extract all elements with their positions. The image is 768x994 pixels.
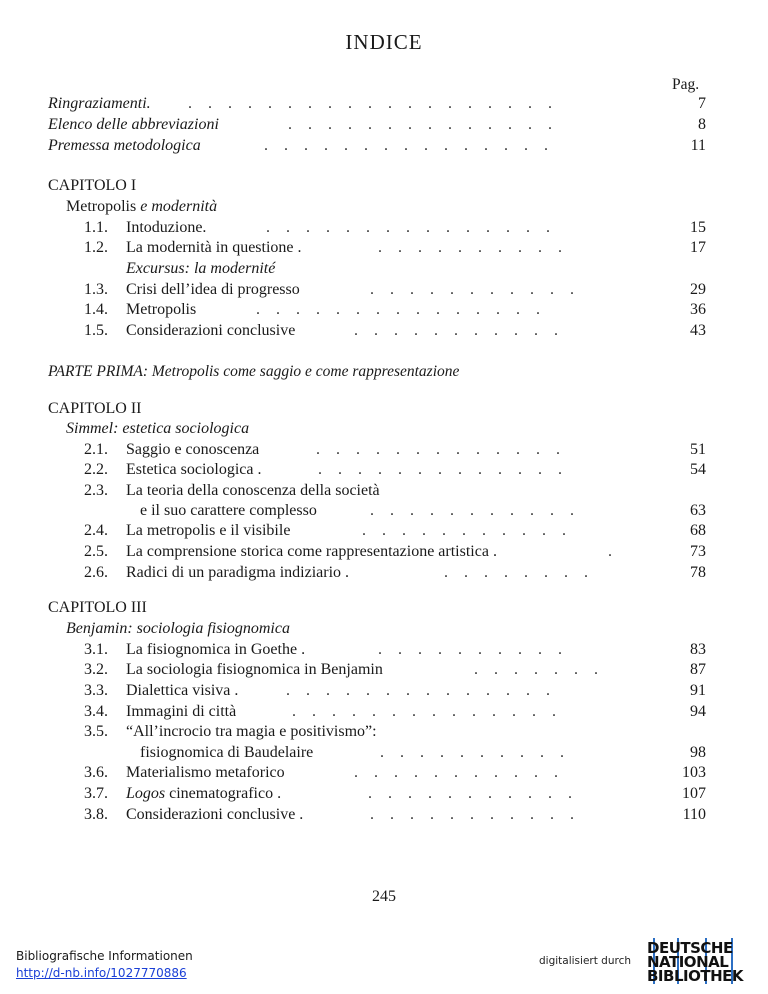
leader-dots: . . . . . . . . . .: [378, 641, 562, 658]
toc-entry[interactable]: [0, 784, 768, 804]
toc-entry-title: Intoduzione.: [126, 219, 207, 236]
chapter-subtitle: Simmel: estetica sociologica: [66, 420, 250, 437]
toc-page-number: 43: [690, 322, 706, 339]
leader-dots: . . . . . . . . . .: [378, 239, 562, 256]
toc-page-number: 98: [690, 744, 706, 761]
toc-page-number: 110: [682, 806, 706, 823]
toc-entry[interactable]: [0, 521, 768, 541]
toc-page-number: 29: [690, 281, 706, 298]
toc-entry[interactable]: [0, 321, 768, 341]
leader-dots: . . . . . . . . . . . . . .: [286, 682, 550, 699]
toc-entry-title: Excursus: la modernité: [126, 260, 276, 277]
toc-page-number: 87: [690, 661, 706, 678]
leader-dots: . . . . . . . . . . .: [368, 785, 572, 802]
toc-entry-title: Premessa metodologica: [48, 137, 201, 154]
toc-page-number: 11: [690, 137, 706, 154]
toc-entry-title: La comprensione storica come rappresentazione artistica .: [126, 543, 497, 560]
toc-entry[interactable]: [0, 542, 768, 562]
section-number: 1.5.: [84, 322, 108, 339]
toc-entry-title: La modernità in questione .: [126, 239, 302, 256]
toc-page-number: 54: [690, 461, 706, 478]
toc-entry-title-italic: Logos: [126, 785, 166, 802]
toc-entry[interactable]: [0, 300, 768, 320]
chapter-heading: CAPITOLO II: [48, 400, 142, 417]
toc-page-number: 7: [698, 95, 706, 112]
toc-page-number: 103: [682, 764, 706, 781]
toc-entry-title: Crisi dell’idea di progresso: [126, 281, 300, 298]
toc-entry[interactable]: [0, 238, 768, 258]
toc-entry-title: Metropolis: [126, 301, 197, 318]
toc-entry[interactable]: [0, 481, 768, 501]
toc-entry-title: Radici di un paradigma indiziario .: [126, 564, 350, 581]
chapter-subtitle: Benjamin: sociologia fisiognomica: [66, 620, 290, 637]
toc-entry[interactable]: [0, 722, 768, 742]
toc-entry-title: Immagini di città: [126, 703, 237, 720]
logo-text-line: DEUTSCHE: [647, 939, 733, 957]
leader-dots: . . . . . . . . . . . . .: [318, 461, 562, 478]
section-number: 2.1.: [84, 441, 108, 458]
toc-page-number: 83: [690, 641, 706, 658]
leader-dots: . . . . . . . . . . . . .: [316, 441, 560, 458]
toc-entry[interactable]: [0, 563, 768, 583]
leader-dots: . . . . . . . . . .: [380, 744, 564, 761]
leader-dots: . . . . . . . . . . . . . . .: [264, 137, 548, 154]
toc-entry-title: e il suo carattere complesso: [140, 502, 317, 519]
pag-column-label: Pag.: [672, 76, 700, 93]
leader-dots: . . . . . . . . . . . . . .: [288, 116, 552, 133]
leader-dots: . . . . . . . .: [444, 564, 588, 581]
bibliographic-info-link[interactable]: http://d-nb.info/1027770886: [16, 966, 187, 980]
page-title: INDICE: [345, 30, 423, 54]
section-number: 1.3.: [84, 281, 108, 298]
dnb-logo: [647, 938, 755, 984]
toc-entry-abbreviazioni[interactable]: [48, 115, 708, 135]
toc-entry[interactable]: [0, 660, 768, 680]
toc-entry-title: “All’incrocio tra magia e positivismo”:: [126, 723, 377, 740]
toc-entry-premessa[interactable]: [48, 136, 708, 156]
leader-dots: .: [608, 543, 612, 560]
toc-entry-title: Elenco delle abbreviazioni: [48, 116, 219, 133]
toc-page-number: 63: [690, 502, 706, 519]
section-number: 3.8.: [84, 806, 108, 823]
toc-entry-title: fisiognomica di Baudelaire: [140, 744, 314, 761]
digitalized-by-label: digitalisiert durch: [539, 955, 632, 967]
leader-dots: . . . . . . . . . . .: [370, 281, 574, 298]
toc-entry-continued[interactable]: [0, 743, 768, 763]
chapter-subtitle-plain: Metropolis: [66, 198, 141, 215]
section-number: 1.4.: [84, 301, 108, 318]
toc-entry-title: [126, 784, 281, 804]
toc-entry-title: Considerazioni conclusive .: [126, 806, 304, 823]
section-number: 3.5.: [84, 723, 108, 740]
toc-entry[interactable]: [0, 440, 768, 460]
section-number: 2.6.: [84, 564, 108, 581]
leader-dots: . . . . . . . . . . . . . .: [292, 703, 556, 720]
leader-dots: . . . . . . .: [474, 661, 598, 678]
toc-entry-title: La metropolis e il visibile: [126, 522, 291, 539]
toc-page-number: 8: [698, 116, 706, 133]
logo-text-line: BIBLIOTHEK: [647, 967, 743, 985]
toc-entry[interactable]: [0, 805, 768, 825]
toc-entry-title: La fisiognomica in Goethe .: [126, 641, 306, 658]
toc-entry[interactable]: [0, 460, 768, 480]
leader-dots: . . . . . . . . . . .: [354, 322, 558, 339]
toc-entry[interactable]: [0, 763, 768, 783]
section-number: 1.2.: [84, 239, 108, 256]
toc-page-number: 73: [690, 543, 706, 560]
toc-page-number: 94: [690, 703, 706, 720]
section-number: 2.5.: [84, 543, 108, 560]
chapter-heading: CAPITOLO III: [48, 599, 147, 616]
toc-entry-title: Considerazioni conclusive: [126, 322, 296, 339]
toc-entry-continued[interactable]: [0, 501, 768, 521]
toc-page-number: 17: [690, 239, 706, 256]
section-number: 3.7.: [84, 785, 108, 802]
leader-dots: . . . . . . . . . . .: [370, 806, 574, 823]
chapter-subtitle-italic: e modernità: [140, 198, 218, 215]
toc-page-number: 36: [690, 301, 706, 318]
section-number: 3.6.: [84, 764, 108, 781]
leader-dots: . . . . . . . . . . . . . . .: [256, 301, 540, 318]
toc-entry-title-rest: cinematografico .: [165, 785, 282, 802]
toc-entry-ringraziamenti[interactable]: [48, 94, 708, 114]
section-number: 1.1.: [84, 219, 108, 236]
section-number: 3.4.: [84, 703, 108, 720]
toc-page-number: 15: [690, 219, 706, 236]
toc-entry-title: Saggio e conoscenza: [126, 441, 260, 458]
part-heading: PARTE PRIMA: Metropolis come saggio e come rappresentazione: [48, 363, 460, 380]
toc-page-number: 107: [682, 785, 706, 802]
toc-entry[interactable]: [0, 640, 768, 660]
toc-entry[interactable]: [0, 218, 768, 238]
leader-dots: . . . . . . . . . . . . . . .: [266, 219, 550, 236]
toc-page-number: 78: [690, 564, 706, 581]
toc-entry-title: Ringraziamenti.: [48, 95, 151, 112]
bibliographic-info: [16, 948, 193, 982]
toc-entry[interactable]: [0, 280, 768, 300]
page-number: 245: [372, 888, 396, 905]
toc-entry-title: Materialismo metaforico: [126, 764, 285, 781]
toc-entry-title: Estetica sociologica .: [126, 461, 262, 478]
toc-entry[interactable]: [0, 702, 768, 722]
toc-entry-title: La teoria della conoscenza della società: [126, 482, 380, 499]
leader-dots: . . . . . . . . . . .: [354, 764, 558, 781]
chapter-heading: CAPITOLO I: [48, 177, 137, 194]
leader-dots: . . . . . . . . . . .: [362, 522, 566, 539]
toc-page-number: 68: [690, 522, 706, 539]
chapter-subtitle: [66, 197, 217, 217]
toc-entry[interactable]: [0, 681, 768, 701]
toc-page-number: 51: [690, 441, 706, 458]
leader-dots: . . . . . . . . . . . . . . . . . . .: [188, 95, 552, 112]
section-number: 2.4.: [84, 522, 108, 539]
toc-entry-title: Dialettica visiva .: [126, 682, 239, 699]
logo-text-line: NATIONAL: [647, 953, 729, 971]
section-number: 3.2.: [84, 661, 108, 678]
bibliographic-info-label: Bibliografische Informationen: [16, 949, 193, 963]
leader-dots: . . . . . . . . . . .: [370, 502, 574, 519]
toc-entry-excursus[interactable]: [0, 259, 768, 279]
section-number: 3.3.: [84, 682, 108, 699]
section-number: 2.2.: [84, 461, 108, 478]
section-number: 2.3.: [84, 482, 108, 499]
toc-page-number: 91: [690, 682, 706, 699]
section-number: 3.1.: [84, 641, 108, 658]
toc-entry-title: La sociologia fisiognomica in Benjamin: [126, 661, 383, 678]
